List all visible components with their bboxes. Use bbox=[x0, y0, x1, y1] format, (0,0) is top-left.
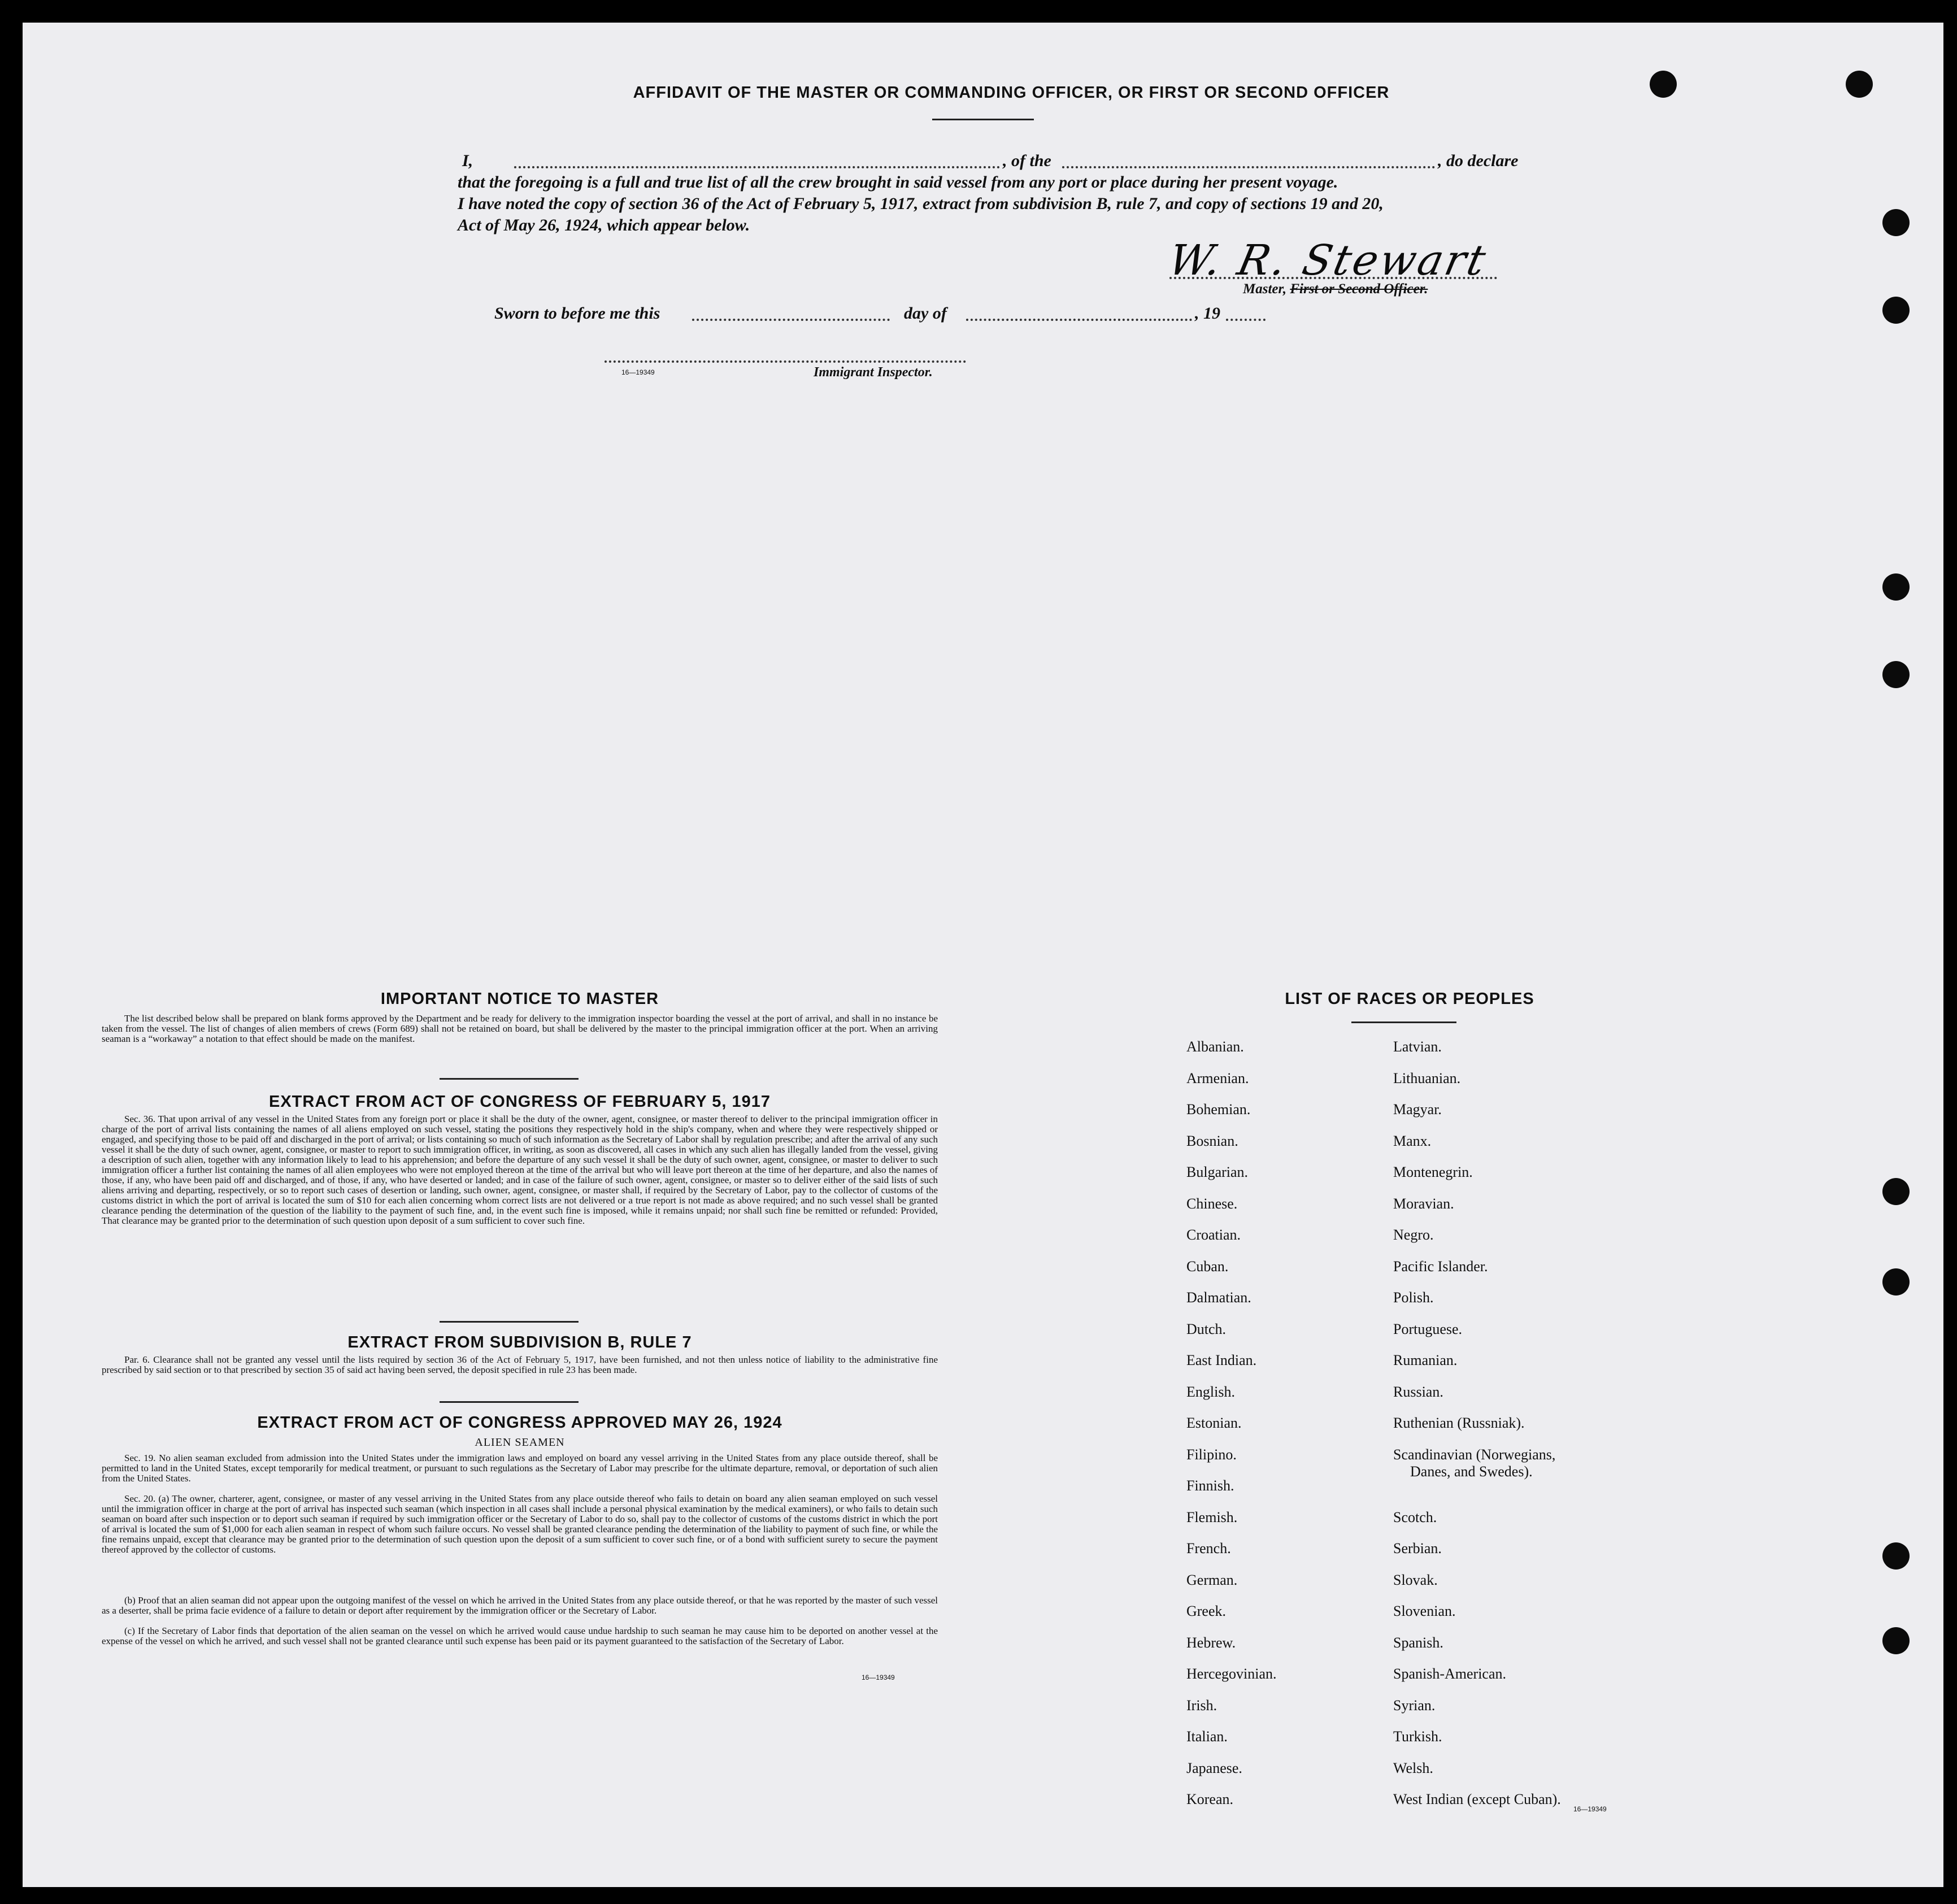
race-item: Bulgarian. bbox=[1186, 1164, 1249, 1180]
affidavit-line-2: that the foregoing is a full and true list of all the crew brought in said vessel from any port or place during her present voyage. bbox=[458, 173, 1338, 192]
affidavit-line-4: Act of May 26, 1924, which appear below. bbox=[458, 216, 750, 234]
race-item: Flemish. bbox=[1186, 1509, 1238, 1525]
declare-label: , do declare bbox=[1438, 151, 1519, 170]
race-item: West Indian (except Cuban). bbox=[1393, 1791, 1561, 1807]
vessel-label: , of the bbox=[1003, 151, 1051, 170]
form-number: 16—19349 bbox=[621, 368, 655, 376]
races-title: LIST OF RACES OR PEOPLES bbox=[1285, 990, 1534, 1008]
race-item: Dalmatian. bbox=[1186, 1289, 1251, 1306]
race-item: Chinese. bbox=[1186, 1195, 1238, 1212]
race-item: Ruthenian (Russniak). bbox=[1393, 1415, 1525, 1431]
divider bbox=[440, 1401, 579, 1403]
race-item: Filipino. bbox=[1186, 1446, 1237, 1463]
sec20c-body: (c) If the Secretary of Labor finds that deportation of the alien seaman on the vessel on which he arrived would cause undue hardship to such seaman he may cause him to be deported on another vessel at the expense of the vessel on which he arrived, and such vessel shall not be granted clearance until such expense has been paid or its payment guaranteed to the satisfaction of the Secretary of Labor. bbox=[102, 1625, 938, 1646]
binder-hole bbox=[1846, 71, 1873, 98]
affidavit-title: AFFIDAVIT OF THE MASTER OR COMMANDING OFFICER, OR FIRST OR SECOND OFFICER bbox=[633, 84, 1390, 102]
form-number: 16—19349 bbox=[862, 1673, 895, 1681]
race-item: Spanish. bbox=[1393, 1634, 1443, 1651]
race-item: English. bbox=[1186, 1383, 1235, 1400]
rule7-title: EXTRACT FROM SUBDIVISION B, RULE 7 bbox=[347, 1333, 692, 1351]
race-item: Albanian. bbox=[1186, 1038, 1244, 1055]
binder-hole bbox=[1882, 1178, 1910, 1205]
binder-hole bbox=[1882, 1268, 1910, 1296]
race-item: Irish. bbox=[1186, 1697, 1217, 1714]
race-item: Scandinavian (Norwegians, bbox=[1393, 1446, 1556, 1463]
race-item: Croatian. bbox=[1186, 1227, 1241, 1243]
form-number: 16—19349 bbox=[1573, 1805, 1607, 1813]
sec19-body: Sec. 19. No alien seaman excluded from admission into the United States under the immigration laws and employed on board any vessel arriving in the United States from any place outside thereof, shall be permitted to land in the United States, except temporarily for medical treatment, or pursuant to such regulations as the Secretary of Labor may prescribe for the ultimate departure, removal, or deportation of such alien from the United States. bbox=[102, 1453, 938, 1484]
vessel-name-field[interactable] bbox=[1062, 166, 1435, 168]
race-item: Scotch. bbox=[1393, 1509, 1437, 1525]
race-item: Greek. bbox=[1186, 1603, 1227, 1619]
race-item: Finnish. bbox=[1186, 1477, 1234, 1494]
binder-hole bbox=[1650, 71, 1677, 98]
race-item: Magyar. bbox=[1393, 1101, 1442, 1118]
race-item: Lithuanian. bbox=[1393, 1070, 1461, 1086]
race-item: Polish. bbox=[1393, 1289, 1434, 1306]
signature-line bbox=[1169, 277, 1497, 279]
divider bbox=[440, 1078, 579, 1080]
extract-1917-body: Sec. 36. That upon arrival of any vessel in the United States from any foreign port or place it shall be the duty of the owner, agent, consignee, or master thereof to deliver to the principal immigration officer in charge of the port of arrival lists containing the names of all aliens employed on such vessel, stating the positions they respectively hold in the ship's company, when and where they were respectively shipped or engaged, and specifying those to be paid off and discharged in the port of arrival; or lists containing so much of such information as the Secretary of Labor shall by regulation prescribe; and after the arrival of any such vessel it shall be the duty of such owner, agent, consignee, or master to report to such immigration officer, in writing, as soon as discovered, all cases in which any such alien has illegally landed from the vessel, giving a description of such alien, together with any information likely to lead to his apprehension; and before the departure of any such vessel it shall be the duty of such owner, agent, consignee, or master to deliver to such immigration officer a further list containing the names of all alien employees who were not employed thereon at the time of the arrival but who will leave port thereon at the time of her departure, and also the names of those, if any, who have been paid off and discharged, and of those, if any, who have deserted or landed; and in case of the failure of such owner, agent, consignee, or master so to deliver either of the said lists of such aliens arriving and departing, respectively, or so to report such cases of desertion or landing, such owner, agent, consignee, or master shall, if required by the Secretary of Labor, pay to the collector of customs of the customs district in which the port of arrival is located the sum of $10 for each alien concerning whom correct lists are not delivered or a true report is not made as above required; and no such vessel shall be granted clearance pending the determination of the question of the liability to the payment of such fine, and, in the event such fine is imposed, while it remains unpaid; nor shall such fine be remitted or refunded: Provided, That clearance may be granted prior to the determination of such question upon deposit of a sum sufficient to cover such fine. bbox=[102, 1114, 938, 1226]
race-item: Turkish. bbox=[1393, 1728, 1442, 1745]
sworn-label: Sworn to before me this bbox=[494, 304, 660, 323]
day-of-label: day of bbox=[904, 304, 947, 323]
race-item: Welsh. bbox=[1393, 1759, 1433, 1776]
master-label: Master, bbox=[1243, 281, 1287, 297]
race-item: Dutch. bbox=[1186, 1320, 1227, 1337]
sec20a-body: Sec. 20. (a) The owner, charterer, agent, consignee, or master of any vessel arriving in the United States from any place outside thereof who fails to detain on board any alien seaman employed on such vessel until the immigration officer in charge at the port of arrival has inspected such seaman (which inspection in all cases shall include a personal physical examination by the medical examiners), or who fails to detain such seaman on board after such inspection or to deport such seaman if required by such immigration officer or the Secretary of Labor to do so, shall pay to the collector of customs of the customs district in which the port of arrival is located the sum of $1,000 for each alien seaman in respect of whom such failure occurs. No vessel shall be granted clearance pending the determination of the liability to payment of such fine, or while the fine remains unpaid, except that clearance may be granted prior to the determination of such question upon the deposit of a sum sufficient to cover such fine, or of a bond with sufficient surety to secure the payment thereof approved by the collector of customs. bbox=[102, 1493, 938, 1555]
extract-1924-title: EXTRACT FROM ACT OF CONGRESS APPROVED MAY 26, 1924 bbox=[257, 1414, 782, 1432]
race-item: Montenegrin. bbox=[1393, 1164, 1473, 1180]
document-page bbox=[23, 23, 1943, 1887]
sworn-day-field[interactable] bbox=[692, 319, 890, 321]
divider bbox=[440, 1321, 579, 1323]
sworn-month-field[interactable] bbox=[966, 319, 1192, 321]
year-label: , 19 bbox=[1195, 304, 1220, 323]
race-item: Cuban. bbox=[1186, 1258, 1229, 1275]
binder-hole bbox=[1882, 209, 1910, 236]
struck-officer-label: First or Second Officer. bbox=[1290, 281, 1428, 297]
race-item: Negro. bbox=[1393, 1227, 1434, 1243]
race-item: Italian. bbox=[1186, 1728, 1228, 1745]
race-item: Armenian. bbox=[1186, 1070, 1249, 1086]
divider bbox=[932, 119, 1034, 120]
rule7-body: Par. 6. Clearance shall not be granted any vessel until the lists required by section 36 of the Act of February 5, 1917, have been furnished, and not then unless notice of liability to the administrative fine prescribed by said section or to that prescribed by section 35 of said act having been served, the deposit specified in rule 23 has been made. bbox=[102, 1354, 938, 1375]
race-item: Spanish-American. bbox=[1393, 1666, 1507, 1682]
race-item: Serbian. bbox=[1393, 1540, 1442, 1557]
race-item: German. bbox=[1186, 1571, 1238, 1588]
binder-hole bbox=[1882, 1542, 1910, 1570]
notice-body: The list described below shall be prepared on blank forms approved by the Department and be ready for delivery to the immigration inspector boarding the vessel at the port of arrival, and shall in no instance be taken from the vessel. The list of changes of alien members of crews (Form 689) shall not be retained on board, but shall be delivered by the master to the principal immigration officer at the port. When an arriving seaman is a “workaway” a notation to that effect should be made on the manifest. bbox=[102, 1013, 938, 1044]
race-item: Hercegovinian. bbox=[1186, 1666, 1277, 1682]
inspector-signature-line bbox=[605, 360, 966, 363]
declarant-label: I, bbox=[462, 151, 473, 170]
race-item: Danes, and Swedes). bbox=[1410, 1463, 1533, 1480]
race-item: Pacific Islander. bbox=[1393, 1258, 1488, 1275]
race-item: Estonian. bbox=[1186, 1415, 1242, 1431]
binder-hole bbox=[1882, 297, 1910, 324]
race-item: Japanese. bbox=[1186, 1759, 1242, 1776]
race-item: Rumanian. bbox=[1393, 1352, 1458, 1368]
race-item: Slovak. bbox=[1393, 1571, 1438, 1588]
race-item: Bosnian. bbox=[1186, 1132, 1238, 1149]
binder-hole bbox=[1882, 661, 1910, 688]
sworn-year-field[interactable] bbox=[1226, 319, 1265, 321]
race-item: Moravian. bbox=[1393, 1195, 1454, 1212]
declarant-name-field[interactable] bbox=[514, 166, 1000, 168]
sec20b-body: (b) Proof that an alien seaman did not appear upon the outgoing manifest of the vessel on which he arrived in the United States from any place outside thereof, or that he was reported by the master of such vessel as a deserter, shall be prima facie evidence of a failure to detain or deport after requirement by the immigration officer or the Secretary of Labor. bbox=[102, 1595, 938, 1616]
race-item: Manx. bbox=[1393, 1132, 1432, 1149]
inspector-label: Immigrant Inspector. bbox=[814, 365, 933, 380]
signer-title bbox=[1243, 281, 1428, 297]
master-signature: W. R. Stewart bbox=[1164, 236, 1492, 285]
race-item: Hebrew. bbox=[1186, 1634, 1236, 1651]
race-item: East Indian. bbox=[1186, 1352, 1257, 1368]
affidavit-line-3: I have noted the copy of section 36 of the Act of February 5, 1917, extract from subdivision B, rule 7, and copy of sections 19 and 20, bbox=[458, 194, 1384, 213]
race-item: Korean. bbox=[1186, 1791, 1234, 1807]
race-item: Syrian. bbox=[1393, 1697, 1436, 1714]
race-item: Latvian. bbox=[1393, 1038, 1442, 1055]
extract-1924-subtitle: ALIEN SEAMEN bbox=[475, 1436, 565, 1449]
extract-1917-title: EXTRACT FROM ACT OF CONGRESS OF FEBRUARY 5, 1917 bbox=[268, 1093, 771, 1111]
race-item: French. bbox=[1186, 1540, 1231, 1557]
binder-hole bbox=[1882, 573, 1910, 601]
race-item: Russian. bbox=[1393, 1383, 1443, 1400]
notice-title: IMPORTANT NOTICE TO MASTER bbox=[380, 990, 659, 1008]
race-item: Slovenian. bbox=[1393, 1603, 1456, 1619]
divider bbox=[1351, 1021, 1456, 1023]
binder-hole bbox=[1882, 1627, 1910, 1654]
race-item: Bohemian. bbox=[1186, 1101, 1251, 1118]
race-item: Portuguese. bbox=[1393, 1320, 1463, 1337]
